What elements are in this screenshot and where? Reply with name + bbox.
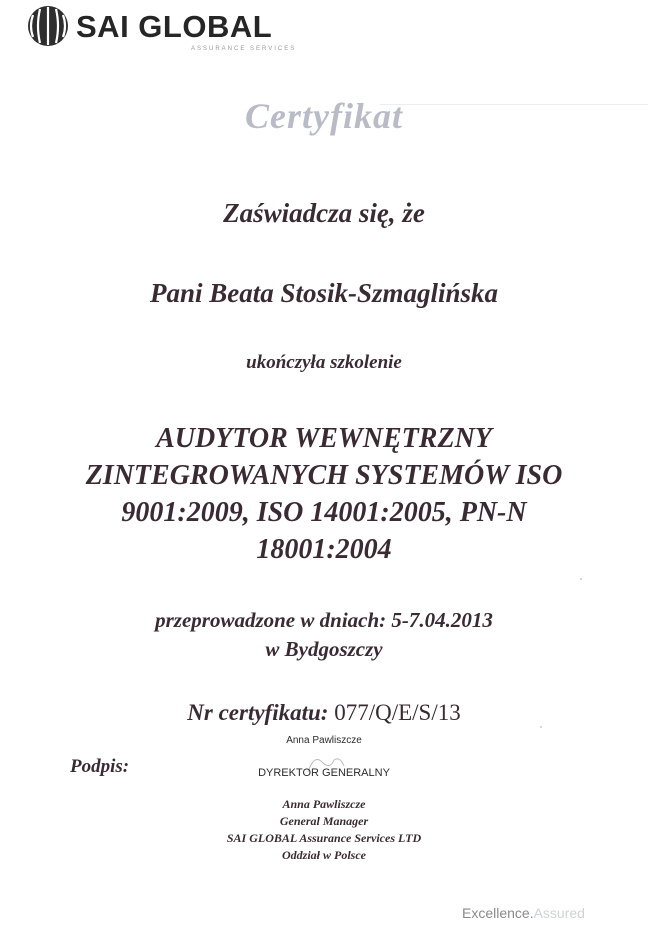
recipient-name: Pani Beata Stosik-Szmaglińska [149,278,499,308]
signer-line: Oddział w Polsce [282,848,366,862]
course-title-line: 18001:2004 [256,534,392,565]
signer-details [0,796,648,864]
completion-text: ukończyła szkolenie [246,352,402,373]
signer-line: Anna Pawliszcze [282,797,366,811]
certificate-number-value: 077/Q/E/S/13 [334,700,461,725]
certificate-number-label: Nr certyfikatu: [187,700,335,725]
sai-global-logo-mark-icon [26,4,70,48]
course-title-line: 9001:2009, ISO 14001:2005, PN-N [121,497,527,528]
footer-slogan-part: Assured [533,905,585,921]
signer-line: General Manager [279,814,369,828]
signer-line: SAI GLOBAL Assurance Services LTD [226,831,422,845]
director-title: DYREKTOR GENERALNY [258,767,390,779]
logo-tagline: ASSURANCE SERVICES [191,46,297,52]
course-title-line: ZINTEGROWANYCH SYSTEMÓW ISO [85,460,563,491]
footer-slogan-part: Excellence. [462,905,534,921]
course-title [0,420,648,568]
signature-label: Podpis: [70,756,130,777]
course-title-line: AUDYTOR WEWNĘTRZNY [156,423,492,454]
logo-name: SAI GLOBAL [76,9,273,44]
company-logo [26,4,326,54]
footer-slogan [462,905,585,921]
certificate-number-row [0,700,648,726]
training-dates: przeprowadzone w dniach: 5-7.04.2013 [155,608,493,632]
scan-speck [540,726,542,728]
signer-name-print: Anna Pawliszcze [286,735,362,746]
certificate-intro: Zaświadcza się, że [223,198,425,228]
certificate-title: Certyfikat [245,96,403,136]
training-city: w Bydgoszczy [265,637,383,661]
scan-speck [580,578,582,580]
